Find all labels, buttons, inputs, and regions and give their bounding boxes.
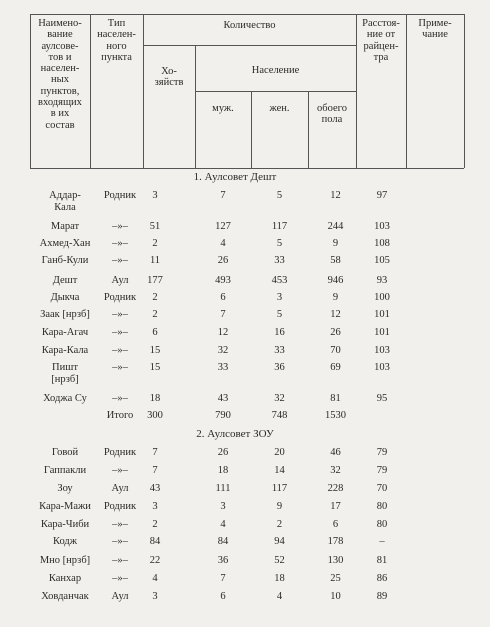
header-top-rule bbox=[30, 14, 464, 15]
header-female: жен. bbox=[269, 103, 290, 114]
row-distance: 105 bbox=[374, 255, 390, 266]
row-households: 300 bbox=[147, 410, 163, 421]
row-name: Ахмед-Хан bbox=[39, 238, 91, 249]
row-male: 7 bbox=[220, 573, 226, 584]
row-distance: 79 bbox=[376, 465, 388, 476]
row-households: 2 bbox=[152, 292, 158, 303]
header-households: Хо- зяйств bbox=[154, 66, 184, 89]
header-both: обоего пола bbox=[317, 103, 347, 126]
row-both: 25 bbox=[330, 573, 341, 584]
row-female: 2 bbox=[276, 519, 283, 530]
row-male: 26 bbox=[217, 447, 229, 458]
row-both: 1530 bbox=[325, 410, 346, 421]
row-male: 36 bbox=[217, 555, 229, 566]
row-name: Аддар- Кала bbox=[49, 190, 81, 213]
row-female: 9 bbox=[276, 501, 283, 512]
row-distance: 95 bbox=[376, 393, 388, 404]
row-type: –»– bbox=[112, 327, 128, 338]
row-female: 16 bbox=[274, 327, 285, 338]
row-distance: 108 bbox=[374, 238, 390, 249]
quantity-rule bbox=[143, 45, 356, 46]
row-male: 18 bbox=[217, 465, 229, 476]
row-distance: 100 bbox=[374, 292, 390, 303]
row-both: 6 bbox=[332, 519, 339, 530]
row-type: Родник bbox=[103, 190, 137, 201]
row-female: 32 bbox=[274, 393, 285, 404]
row-distance: 86 bbox=[376, 573, 388, 584]
row-female: 748 bbox=[271, 410, 288, 421]
row-households: 2 bbox=[152, 309, 158, 320]
row-type: –»– bbox=[112, 238, 128, 249]
row-households: 18 bbox=[149, 393, 161, 404]
row-both: 9 bbox=[332, 238, 339, 249]
row-name: Говой bbox=[51, 447, 79, 458]
row-name: Кодж bbox=[52, 536, 78, 547]
section-title: 2. Аулсовет ЗОУ bbox=[196, 428, 274, 440]
row-female: 20 bbox=[274, 447, 285, 458]
row-distance: 70 bbox=[376, 483, 388, 494]
row-households: 3 bbox=[152, 501, 158, 512]
row-type: Родник bbox=[103, 292, 137, 303]
row-male: 6 bbox=[220, 591, 226, 602]
row-households: 11 bbox=[149, 255, 161, 266]
row-male: 32 bbox=[217, 345, 229, 356]
row-households: 2 bbox=[152, 519, 158, 530]
header-note: Приме- чание bbox=[418, 18, 452, 41]
row-female: 117 bbox=[271, 483, 288, 494]
row-households: 15 bbox=[149, 345, 161, 356]
row-type: –»– bbox=[112, 393, 128, 404]
row-both: 130 bbox=[327, 555, 344, 566]
header-male: муж. bbox=[212, 103, 234, 114]
row-households: 3 bbox=[152, 591, 158, 602]
row-households: 84 bbox=[149, 536, 161, 547]
row-households: 177 bbox=[147, 275, 163, 286]
row-distance: 97 bbox=[376, 190, 388, 201]
row-distance: 103 bbox=[374, 221, 390, 232]
row-male: 7 bbox=[220, 190, 226, 201]
row-male: 4 bbox=[220, 238, 226, 249]
row-male: 111 bbox=[215, 483, 231, 494]
row-type: Родник bbox=[103, 501, 137, 512]
row-name: Ховданчак bbox=[41, 591, 89, 602]
row-female: 117 bbox=[271, 221, 288, 232]
row-type: Аул bbox=[111, 275, 129, 286]
header-population: Население bbox=[251, 65, 300, 76]
row-female: 5 bbox=[276, 190, 283, 201]
row-distance: 80 bbox=[376, 501, 388, 512]
row-name: Кара-Мажи bbox=[39, 501, 91, 512]
row-type: –»– bbox=[112, 221, 128, 232]
row-name: Пишт [нрзб] bbox=[51, 362, 79, 385]
row-type: –»– bbox=[112, 362, 128, 373]
row-male: 3 bbox=[220, 501, 226, 512]
row-both: 26 bbox=[330, 327, 341, 338]
section-title: 1. Аулсовет Дешт bbox=[193, 171, 277, 183]
header-bottom-rule bbox=[30, 168, 464, 169]
row-both: 9 bbox=[332, 292, 339, 303]
header-quantity: Количество bbox=[223, 20, 276, 31]
row-distance: 80 bbox=[376, 519, 388, 530]
row-both: 244 bbox=[327, 221, 344, 232]
row-type: –»– bbox=[112, 519, 128, 530]
row-both: 10 bbox=[330, 591, 341, 602]
row-name: Кара-Агач bbox=[41, 327, 89, 338]
row-both: 58 bbox=[330, 255, 341, 266]
row-distance: 101 bbox=[374, 309, 390, 320]
row-female: 52 bbox=[274, 555, 285, 566]
row-both: 12 bbox=[330, 190, 341, 201]
row-both: 17 bbox=[330, 501, 341, 512]
row-distance: – bbox=[379, 536, 385, 547]
row-type: –»– bbox=[112, 573, 128, 584]
row-households: 22 bbox=[149, 555, 161, 566]
row-distance: 81 bbox=[376, 555, 388, 566]
row-both: 178 bbox=[327, 536, 344, 547]
row-households: 3 bbox=[152, 190, 158, 201]
header-right-border bbox=[464, 14, 465, 168]
row-male: 4 bbox=[220, 519, 226, 530]
row-female: 18 bbox=[274, 573, 285, 584]
row-female: 33 bbox=[274, 255, 285, 266]
row-both: 32 bbox=[330, 465, 341, 476]
header-distance: Расстоя- ние от райцен- тра bbox=[362, 18, 400, 63]
row-male: 127 bbox=[215, 221, 231, 232]
row-type: Аул bbox=[111, 483, 129, 494]
row-male: 790 bbox=[215, 410, 231, 421]
row-distance: 79 bbox=[376, 447, 388, 458]
row-type: –»– bbox=[112, 465, 128, 476]
row-type: Аул bbox=[111, 591, 129, 602]
row-type: –»– bbox=[112, 309, 128, 320]
row-male: 7 bbox=[220, 309, 226, 320]
row-both: 228 bbox=[327, 483, 344, 494]
row-name: Марат bbox=[50, 221, 80, 232]
row-households: 2 bbox=[152, 238, 158, 249]
row-name: Дешт bbox=[52, 275, 78, 286]
row-female: 453 bbox=[271, 275, 288, 286]
row-distance: 101 bbox=[374, 327, 390, 338]
row-households: 4 bbox=[152, 573, 158, 584]
row-distance: 93 bbox=[376, 275, 388, 286]
row-female: 4 bbox=[276, 591, 283, 602]
row-female: 5 bbox=[276, 238, 283, 249]
row-name: Мно [нрзб] bbox=[39, 555, 91, 566]
row-male: 12 bbox=[217, 327, 229, 338]
row-both: 81 bbox=[330, 393, 341, 404]
row-distance: 103 bbox=[374, 345, 390, 356]
row-male: 6 bbox=[220, 292, 226, 303]
row-both: 69 bbox=[330, 362, 341, 373]
row-type: –»– bbox=[112, 536, 128, 547]
row-distance: 103 bbox=[374, 362, 390, 373]
population-rule bbox=[195, 91, 356, 92]
row-male: 33 bbox=[217, 362, 229, 373]
row-both: 70 bbox=[330, 345, 341, 356]
row-name: Зоу bbox=[57, 483, 73, 494]
row-name: Заак [нрзб] bbox=[40, 309, 90, 320]
row-type: Родник bbox=[103, 447, 137, 458]
header-type: Тип населен- ного пункта bbox=[97, 18, 136, 63]
row-female: 5 bbox=[276, 309, 283, 320]
row-name: Дыкча bbox=[50, 292, 80, 303]
row-male: 493 bbox=[215, 275, 231, 286]
row-female: 36 bbox=[274, 362, 285, 373]
header-name: Наимено- вание аулсове- тов и населен- ных пунктов, входящих в их состав bbox=[38, 18, 82, 131]
row-name: Кара-Чиби bbox=[40, 519, 90, 530]
row-households: 51 bbox=[149, 221, 161, 232]
row-female: 3 bbox=[276, 292, 283, 303]
row-both: 946 bbox=[327, 275, 344, 286]
row-type: Итого bbox=[106, 410, 134, 421]
row-male: 84 bbox=[217, 536, 229, 547]
row-name: Кара-Кала bbox=[41, 345, 89, 356]
row-name: Канхар bbox=[48, 573, 82, 584]
row-name: Ходжа Су bbox=[43, 393, 87, 404]
row-male: 26 bbox=[217, 255, 229, 266]
row-households: 6 bbox=[152, 327, 158, 338]
row-female: 14 bbox=[274, 465, 285, 476]
row-female: 33 bbox=[274, 345, 285, 356]
row-both: 12 bbox=[330, 309, 341, 320]
row-male: 43 bbox=[217, 393, 229, 404]
row-female: 94 bbox=[274, 536, 285, 547]
row-distance: 89 bbox=[376, 591, 388, 602]
row-households: 7 bbox=[152, 447, 158, 458]
row-name: Гаппакли bbox=[43, 465, 87, 476]
row-households: 15 bbox=[149, 362, 161, 373]
row-name: Ганб-Кули bbox=[41, 255, 89, 266]
row-type: –»– bbox=[112, 255, 128, 266]
row-households: 43 bbox=[149, 483, 161, 494]
row-type: –»– bbox=[112, 345, 128, 356]
row-type: –»– bbox=[112, 555, 128, 566]
row-both: 46 bbox=[330, 447, 341, 458]
header-divider bbox=[143, 14, 144, 168]
row-households: 7 bbox=[152, 465, 158, 476]
